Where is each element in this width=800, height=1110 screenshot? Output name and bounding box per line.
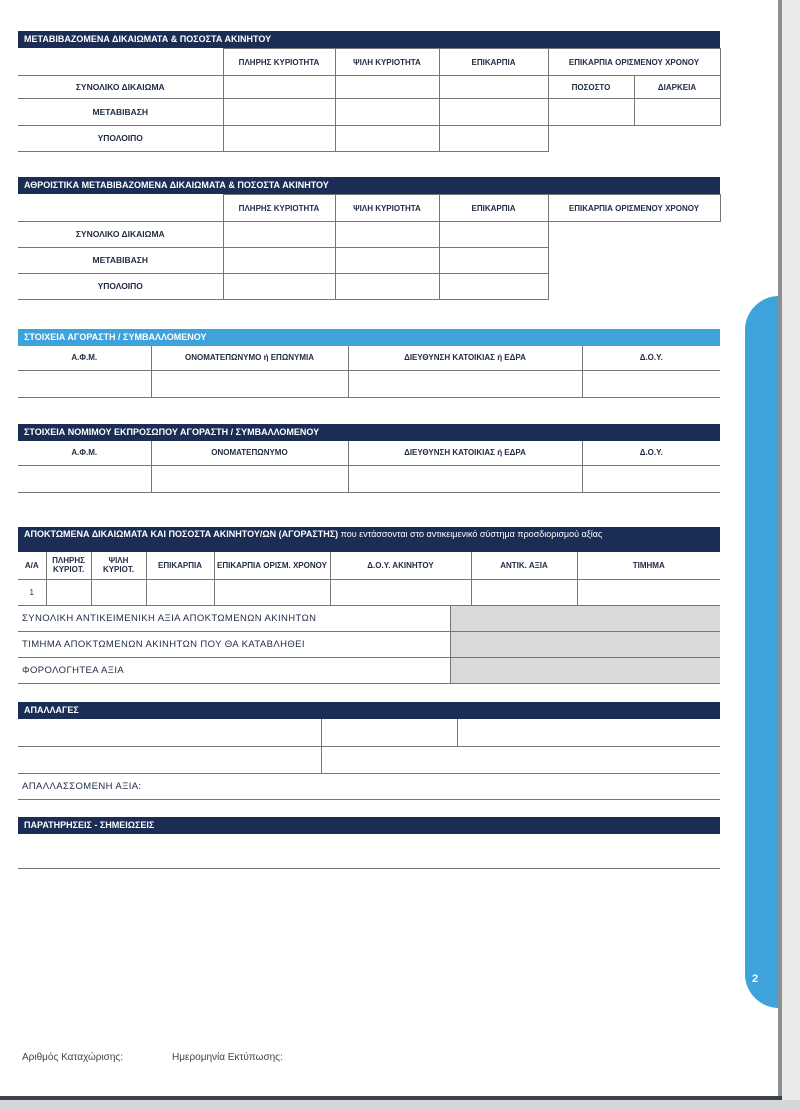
col-aa: Α/Α (18, 552, 46, 579)
section-cumulative-rights (18, 177, 720, 300)
taxable-value-field[interactable] (450, 658, 720, 684)
section-legal-representative (18, 424, 720, 493)
col-doy: Δ.Ο.Υ. (582, 441, 720, 465)
exemption-input[interactable] (18, 746, 321, 773)
page-edge (778, 0, 782, 1100)
input-cell[interactable] (335, 274, 439, 300)
exemption-input[interactable] (321, 719, 457, 746)
col-full-ownership: ΠΛΗΡΗΣ ΚΥΡΙΟΤΗΤΑ (223, 49, 335, 76)
section-header: ΣΤΟΙΧΕΙΑ ΑΓΟΡΑΣΤΗ / ΣΥΜΒΑΛΛΟΜΕΝΟΥ (18, 329, 720, 346)
row-total-right: ΣΥΝΟΛΙΚΟ ΔΙΚΑΙΩΜΑ (18, 222, 223, 248)
col-name: ΟΝΟΜΑΤΕΠΩΝΥΜΟ (151, 441, 348, 465)
buyer-name-input[interactable] (151, 370, 348, 397)
row-transfer: ΜΕΤΑΒΙΒΑΣΗ (18, 99, 223, 126)
input-percent[interactable] (548, 99, 634, 126)
input-cell[interactable] (335, 248, 439, 274)
input-duration[interactable] (634, 99, 720, 126)
acquired-rights-table (18, 552, 720, 606)
input-cell[interactable] (223, 76, 335, 99)
registration-number-label: Αριθμός Καταχώρισης: (22, 1052, 124, 1063)
acquired-totals-table (18, 606, 720, 685)
col-bare-ownership: ΨΙΛΗ ΚΥΡΙΟΤΗΤΑ (335, 49, 439, 76)
row-number: 1 (18, 579, 46, 605)
col-bare-ownership: ΨΙΛΗ ΚΥΡΙΟΤ. (91, 552, 146, 579)
representative-afm-input[interactable] (18, 465, 151, 492)
section-header: ΠΑΡΑΤΗΡΗΣΕΙΣ - ΣΗΜΕΙΩΣΕΙΣ (18, 817, 720, 834)
representative-table (18, 441, 720, 493)
col-price: ΤΙΜΗΜΑ (577, 552, 720, 579)
input-cell[interactable] (223, 99, 335, 126)
row-total-right: ΣΥΝΟΛΙΚΟ ΔΙΚΑΙΩΜΑ (18, 76, 223, 99)
input-cell[interactable] (335, 222, 439, 248)
representative-address-input[interactable] (348, 465, 582, 492)
col-usufruct-term: ΕΠΙΚΑΡΠΙΑ ΟΡΙΣΜ. ΧΡΟΝΟΥ (214, 552, 330, 579)
col-afm: Α.Φ.Μ. (18, 441, 151, 465)
total-objective-value-field[interactable] (450, 606, 720, 632)
col-doy: Δ.Ο.Υ. (582, 346, 720, 370)
col-bare-ownership: ΨΙΛΗ ΚΥΡΙΟΤΗΤΑ (335, 195, 439, 222)
input-cell[interactable] (223, 248, 335, 274)
input-cell[interactable] (439, 248, 548, 274)
input-cell[interactable] (335, 76, 439, 99)
col-duration: ΔΙΑΡΚΕΙΑ (634, 76, 720, 99)
buyer-address-input[interactable] (348, 370, 582, 397)
price-to-pay-field[interactable] (450, 632, 720, 658)
viewer-background (0, 1100, 800, 1110)
representative-doy-input[interactable] (582, 465, 720, 492)
section-buyer (18, 329, 720, 398)
col-property-doy: Δ.Ο.Υ. ΑΚΙΝΗΤΟΥ (330, 552, 471, 579)
section-header (18, 527, 720, 552)
input-cell[interactable] (439, 76, 548, 99)
col-address: ΔΙΕΥΘΥΝΣΗ ΚΑΤΟΙΚΙΑΣ ή ΕΔΡΑ (348, 346, 582, 370)
input-cell[interactable] (577, 579, 720, 605)
section-notes (18, 817, 720, 869)
row-remainder: ΥΠΟΛΟΙΠΟ (18, 274, 223, 300)
col-afm: Α.Φ.Μ. (18, 346, 151, 370)
total-objective-value-label: ΣΥΝΟΛΙΚΗ ΑΝΤΙΚΕΙΜΕΝΙΚΗ ΑΞΙΑ ΑΠΟΚΤΩΜΕΝΩΝ ΑΚΙΝΗΤΩΝ (18, 606, 450, 632)
buyer-table (18, 346, 720, 398)
representative-name-input[interactable] (151, 465, 348, 492)
buyer-doy-input[interactable] (582, 370, 720, 397)
col-usufruct-term: ΕΠΙΚΑΡΠΙΑ ΟΡΙΣΜΕΝΟΥ ΧΡΟΝΟΥ (548, 195, 720, 222)
price-to-pay-label: ΤΙΜΗΜΑ ΑΠΟΚΤΩΜΕΝΩΝ ΑΚΙΝΗΤΩΝ ΠΟΥ ΘΑ ΚΑΤΑΒΛΗΘΕΙ (18, 632, 450, 658)
section-header: ΜΕΤΑΒΙΒΑΖΟΜΕΝΑ ΔΙΚΑΙΩΜΑΤΑ & ΠΟΣΟΣΤΑ ΑΚΙΝΗΤΟΥ (18, 31, 720, 48)
input-cell[interactable] (335, 126, 439, 152)
col-name: ΟΝΟΜΑΤΕΠΩΝΥΜΟ ή ΕΠΩΝΥΜΙΑ (151, 346, 348, 370)
col-objective-value: ΑΝΤΙΚ. ΑΞΙΑ (471, 552, 577, 579)
section-title-bold: ΑΠΟΚΤΩΜΕΝΑ ΔΙΚΑΙΩΜΑΤΑ ΚΑΙ ΠΟΣΟΣΤΑ ΑΚΙΝΗΤΟΥ/ΩΝ (ΑΓΟΡΑΣΤΗΣ) (24, 529, 339, 539)
input-cell[interactable] (335, 99, 439, 126)
section-exemptions (18, 702, 720, 800)
input-cell[interactable] (439, 99, 548, 126)
col-full-ownership: ΠΛΗΡΗΣ ΚΥΡΙΟΤΗΤΑ (223, 195, 335, 222)
input-cell[interactable] (146, 579, 214, 605)
col-address: ΔΙΕΥΘΥΝΣΗ ΚΑΤΟΙΚΙΑΣ ή ΕΔΡΑ (348, 441, 582, 465)
section-header: ΑΠΑΛΛΑΓΕΣ (18, 702, 720, 719)
section-header: ΣΤΟΙΧΕΙΑ ΝΟΜΙΜΟΥ ΕΚΠΡΟΣΩΠΟΥ ΑΓΟΡΑΣΤΗ / ΣΥΜΒΑΛΛΟΜΕΝΟΥ (18, 424, 720, 441)
col-percent: ΠΟΣΟΣΤΟ (548, 76, 634, 99)
print-date-label: Ημερομηνία Εκτύπωσης: (172, 1052, 283, 1063)
section-title-rest: που εντάσσονται στο αντικειμενικό σύστημα προσδιορισμού αξίας (338, 529, 603, 539)
exemption-input[interactable] (18, 719, 321, 746)
cumulative-rights-table (18, 194, 721, 300)
input-cell[interactable] (223, 274, 335, 300)
page-number: 2 (752, 973, 759, 985)
section-header: ΑΘΡΟΙΣΤΙΚΑ ΜΕΤΑΒΙΒΑΖΟΜΕΝΑ ΔΙΚΑΙΩΜΑΤΑ & ΠΟΣΟΣΤΑ ΑΚΙΝΗΤΟΥ (18, 177, 720, 194)
input-cell[interactable] (223, 222, 335, 248)
notes-field[interactable] (18, 834, 720, 869)
taxable-value-label: ΦΟΡΟΛΟΓΗΤΕΑ ΑΞΙΑ (18, 658, 450, 684)
exemption-input[interactable] (321, 746, 720, 773)
buyer-afm-input[interactable] (18, 370, 151, 397)
input-cell[interactable] (439, 222, 548, 248)
col-usufruct: ΕΠΙΚΑΡΠΙΑ (439, 49, 548, 76)
input-cell[interactable] (330, 579, 471, 605)
exemption-input[interactable] (457, 719, 720, 746)
input-cell[interactable] (91, 579, 146, 605)
transferred-rights-table (18, 48, 721, 152)
input-cell[interactable] (439, 126, 548, 152)
row-remainder: ΥΠΟΛΟΙΠΟ (18, 126, 223, 152)
section-acquired-rights (18, 527, 720, 684)
input-cell[interactable] (471, 579, 577, 605)
input-cell[interactable] (439, 274, 548, 300)
row-transfer: ΜΕΤΑΒΙΒΑΣΗ (18, 248, 223, 274)
exempt-value-label: ΑΠΑΛΛΑΣΣΟΜΕΝΗ ΑΞΙΑ: (18, 773, 720, 799)
side-page-tab (745, 296, 778, 1008)
col-usufruct-term: ΕΠΙΚΑΡΠΙΑ ΟΡΙΣΜΕΝΟΥ ΧΡΟΝΟΥ (548, 49, 720, 76)
input-cell[interactable] (223, 126, 335, 152)
col-usufruct: ΕΠΙΚΑΡΠΙΑ (146, 552, 214, 579)
exemptions-table (18, 719, 720, 800)
section-transferred-rights (18, 31, 720, 152)
col-full-ownership: ΠΛΗΡΗΣ ΚΥΡΙΟΤ. (46, 552, 91, 579)
input-cell[interactable] (46, 579, 91, 605)
input-cell[interactable] (214, 579, 330, 605)
col-usufruct: ΕΠΙΚΑΡΠΙΑ (439, 195, 548, 222)
